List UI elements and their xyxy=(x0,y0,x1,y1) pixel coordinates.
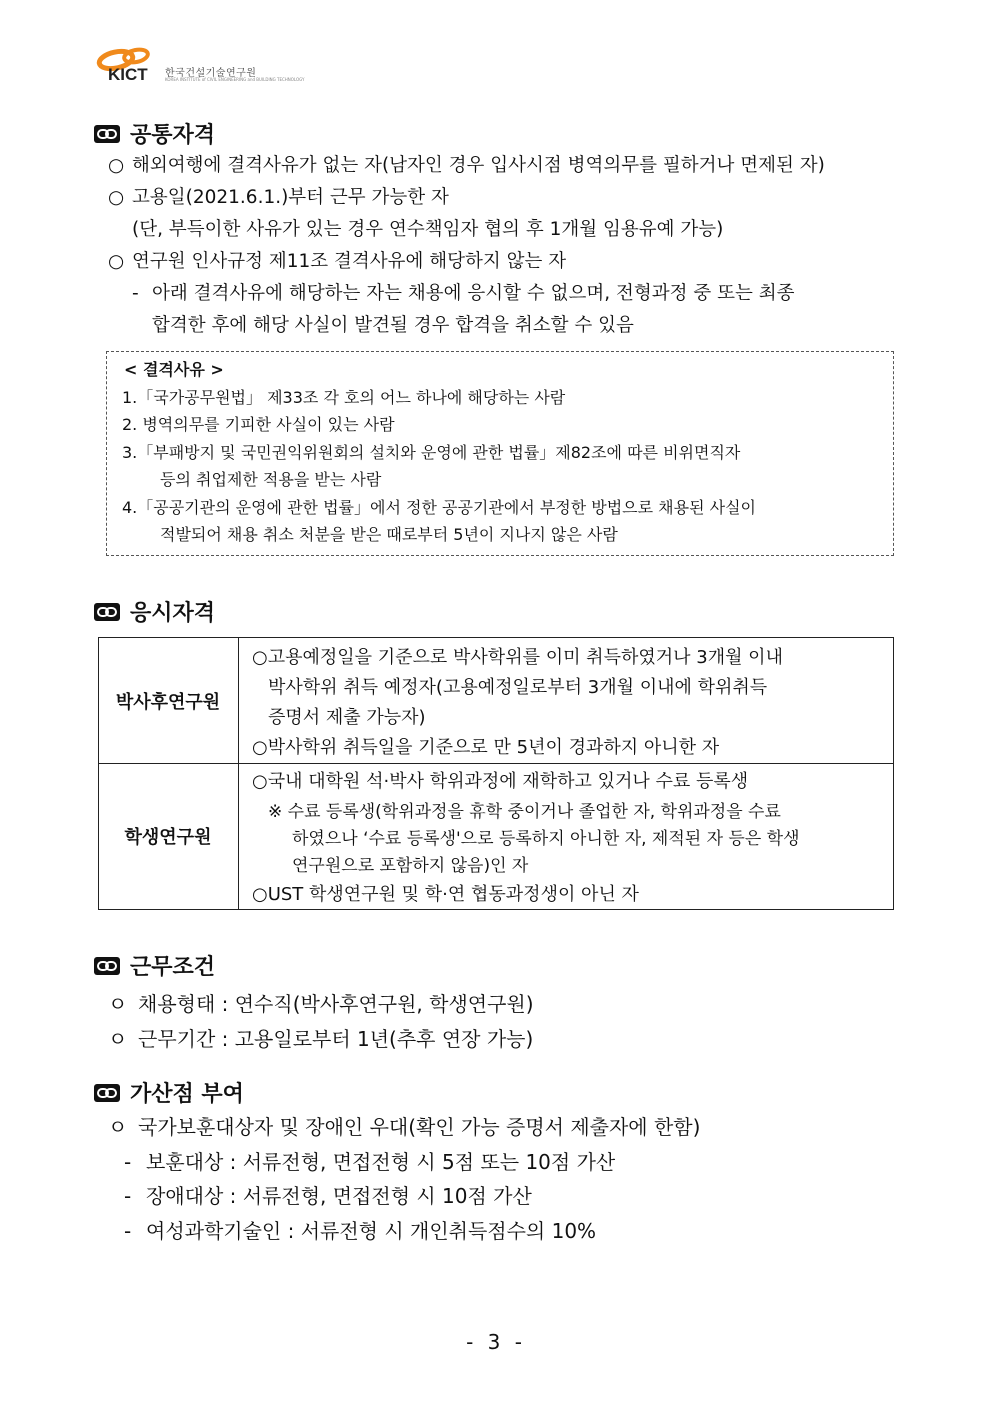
link-icon xyxy=(94,1084,120,1102)
item-text: 국가보훈대상자 및 장애인 우대(확인 가능 증명서 제출자에 한함) xyxy=(138,1115,701,1139)
bullet: ○ xyxy=(108,155,125,176)
page-number: - 3 - xyxy=(466,1330,526,1354)
list-item-continuation xyxy=(132,219,723,241)
bullet: ㅇ xyxy=(108,1027,128,1051)
section-title: 공통자격 xyxy=(130,123,216,148)
table-cell-note: 연구원으로 포함하지 않음)인 자 xyxy=(292,856,529,876)
item-text: 여성과학기술인 : 서류전형 시 개인취득점수의 10% xyxy=(146,1219,597,1243)
table-cell-line: ○UST 학생연구원 및 학·연 협동과정생이 아닌 자 xyxy=(252,884,639,905)
list-item xyxy=(108,155,825,177)
bullet: - xyxy=(124,1219,132,1243)
list-item xyxy=(108,187,449,209)
table-cell-note: ※ 수료 등록생(학위과정을 휴학 중이거나 졸업한 자, 학위과정을 수료 xyxy=(268,802,781,822)
list-subitem xyxy=(124,1184,532,1208)
table-cell-line: ○국내 대학원 석·박사 학위과정에 재학하고 있거나 수료 등록생 xyxy=(252,771,749,792)
item-text: 연구원 인사규정 제11조 결격사유에 해당하지 않는 자 xyxy=(132,251,567,272)
box-line: 4.「공공기관의 운영에 관한 법률」에서 정한 공공기관에서 부정한 방법으로 채용된 사실이 xyxy=(122,498,756,517)
org-name: 한국건설기술연구원 xyxy=(165,68,257,79)
table-cell-line: 박사학위 취득 예정자(고용예정일로부터 3개월 이내에 학위취득 xyxy=(268,677,768,698)
bullet: ㅇ xyxy=(108,992,128,1016)
box-line: 1.「국가공무원법」 제33조 각 호의 어느 하나에 해당하는 사람 xyxy=(122,388,566,407)
list-subitem xyxy=(132,283,794,305)
kict-logo-mark xyxy=(96,46,166,86)
item-text: 보훈대상 : 서류전형, 면접전형 시 5점 또는 10점 가산 xyxy=(146,1150,616,1174)
org-subtitle: KOREA INSTITUTE of CIVIL ENGINEERING and BUILDING TECHNOLOGY xyxy=(165,77,305,82)
item-text: (단, 부득이한 사유가 있는 경우 연수책임자 협의 후 1개월 임용유예 가능) xyxy=(132,219,724,240)
bullet: - xyxy=(132,283,139,304)
section-title: 가산점 부여 xyxy=(130,1082,244,1107)
logo-wordmark: KICT xyxy=(108,65,148,84)
link-icon xyxy=(94,603,120,621)
list-subitem-continuation xyxy=(152,315,634,337)
bullet: - xyxy=(124,1184,132,1208)
item-text: 해외여행에 결격사유가 없는 자(남자인 경우 입사시점 병역의무를 필하거나 면제된 자) xyxy=(132,155,825,176)
item-text: 채용형태 : 연수직(박사후연구원, 학생연구원) xyxy=(138,992,534,1016)
box-line: 2. 병역의무를 기피한 사실이 있는 사람 xyxy=(122,415,395,434)
bullet: - xyxy=(124,1150,132,1174)
bullet: ○ xyxy=(108,187,125,208)
list-item xyxy=(108,992,534,1016)
section-heading-work xyxy=(94,950,215,981)
link-icon xyxy=(94,125,120,143)
link-icon xyxy=(94,957,120,975)
list-item xyxy=(108,251,566,273)
bullet: ○ xyxy=(108,251,125,272)
item-text: 장애대상 : 서류전형, 면접전형 시 10점 가산 xyxy=(146,1184,532,1208)
table-divider xyxy=(238,637,239,910)
section-title: 근무조건 xyxy=(130,955,216,980)
section-heading-common xyxy=(94,118,215,149)
box-line: 등의 취업제한 적용을 받는 사람 xyxy=(160,470,382,489)
row-label-student: 학생연구원 xyxy=(124,827,212,848)
bullet: ㅇ xyxy=(108,1115,128,1139)
item-text: 근무기간 : 고용일로부터 1년(추후 연장 가능) xyxy=(138,1027,534,1051)
list-item xyxy=(108,1027,533,1051)
table-cell-line: ○박사학위 취득일을 기준으로 만 5년이 경과하지 아니한 자 xyxy=(252,737,720,758)
item-text: 합격한 후에 해당 사실이 발견될 경우 합격을 취소할 수 있음 xyxy=(152,315,634,336)
list-item xyxy=(108,1115,700,1139)
table-cell-note: 하였으나 ‘수료 등록생'으로 등록하지 아니한 자, 제적된 자 등은 학생 xyxy=(292,829,800,849)
row-label-postdoc: 박사후연구원 xyxy=(115,692,221,713)
table-cell-line: 증명서 제출 가능자) xyxy=(268,707,426,728)
box-line: 3.「부패방지 및 국민권익위원회의 설치와 운영에 관한 법률」제82조에 따른 비위면직자 xyxy=(122,443,741,462)
box-title: < 결격사유 > xyxy=(124,360,224,379)
list-subitem xyxy=(124,1219,596,1243)
item-text: 아래 결격사유에 해당하는 자는 채용에 응시할 수 없으며, 전형과정 중 또는 최종 xyxy=(152,283,795,304)
section-title: 응시자격 xyxy=(130,601,216,626)
section-heading-eligibility xyxy=(94,596,215,627)
section-heading-bonus xyxy=(94,1077,244,1108)
item-text: 고용일(2021.6.1.)부터 근무 가능한 자 xyxy=(132,187,449,208)
list-subitem xyxy=(124,1150,615,1174)
table-divider xyxy=(98,763,894,764)
table-cell-line: ○고용예정일을 기준으로 박사학위를 이미 취득하였거나 3개월 이내 xyxy=(252,647,783,668)
box-line: 적발되어 채용 취소 처분을 받은 때로부터 5년이 지나지 않은 사람 xyxy=(160,525,618,544)
